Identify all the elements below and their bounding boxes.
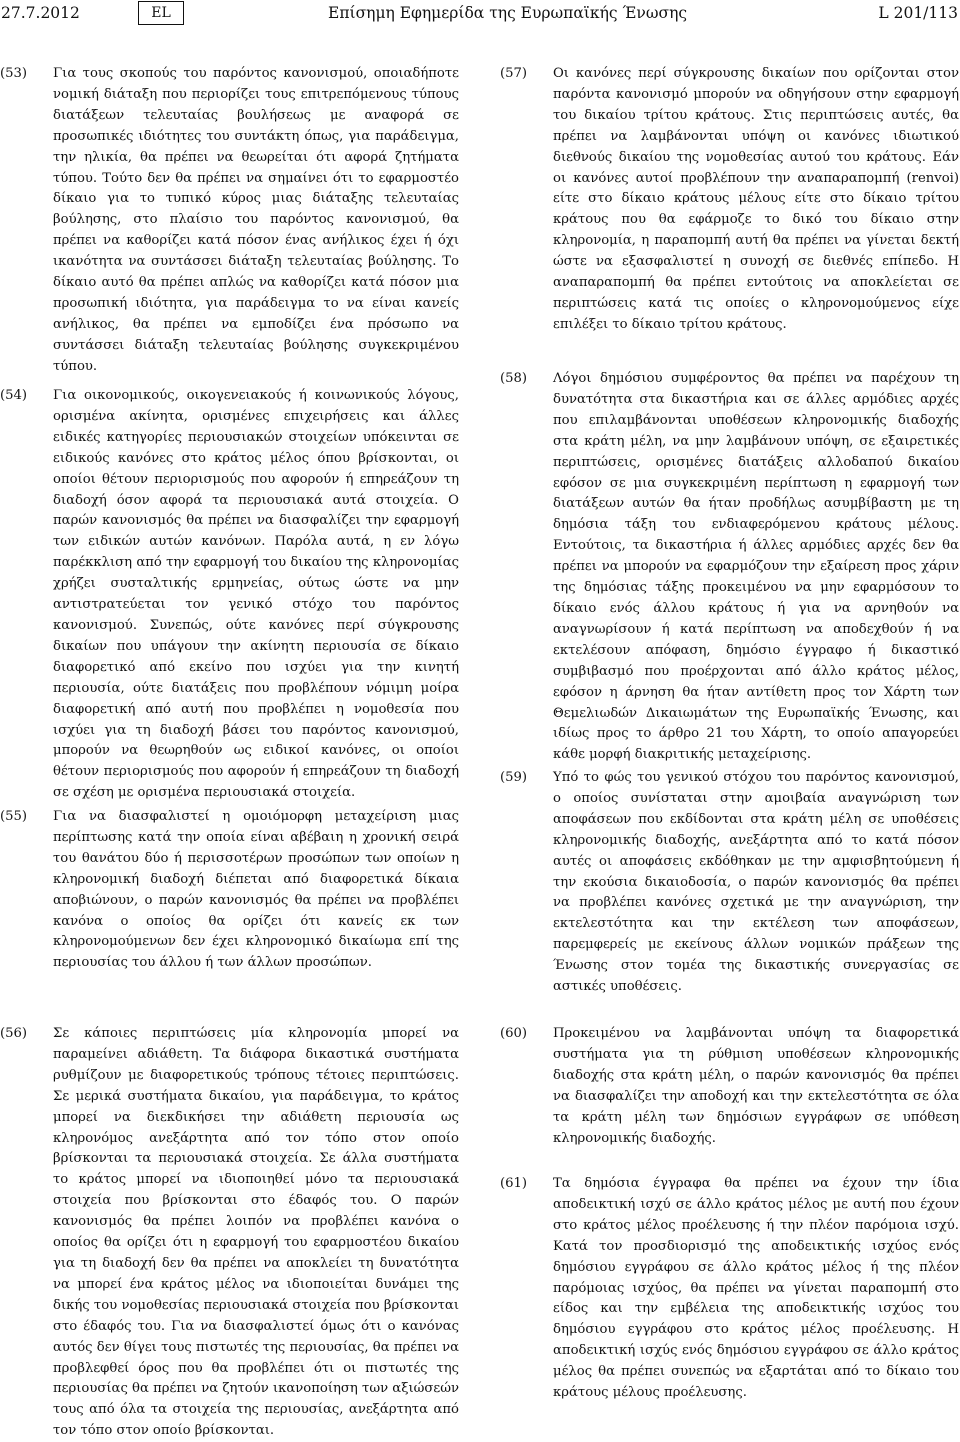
recital-text: Υπό το φώς του γενικού στόχου του παρόντος κανονισμού, ο οποίος συνίσταται στην αμοιβαία αναγνώριση των αποφάσεων που εκδίδονται στα κράτη μέλη σε υποθέσεις κληρονομικής διαδοχής, ανεξάρτητα από το κατά πόσον αυτές οι αποφάσεις εκδόθηκαν με την αμφισβητούμενη ή την εκούσια δικαιοδοσία, ο παρών κανονισμός θα πρέπει να προβλέπει κανόνες σχετικά με την αναγνώριση, την εκτελεστότητα και την εκτέλεση των αποφάσεων, παρεμφερείς με εκείνους άλλων νομικών πράξεων της Ένωσης στον τομέα της δικαστικής συνεργασίας σε αστικές υποθέσεις.	[553, 770, 959, 995]
recital-number: (57)	[500, 66, 528, 81]
recital-53	[0, 64, 460, 378]
recital-text: Για οικονομικούς, οικογενειακούς ή κοινωνικούς λόγους, ορισμένα ακίνητα, ορισμένες επιχειρήσεις και άλλες ειδικές κατηγορίες περιουσιακών στοιχείων υπόκεινται σε ειδικούς κανόνες στο κράτος μέλος όπου βρίσκονται, οι οποίοι θέτουν περιορισμούς που αφορούν ή επηρεάζουν τη διαδοχή όσον αφορά τα περιουσιακά αυτά στοιχεία. Ο παρών κανονισμός θα πρέπει να διασφαλίζει την εφαρμογή των ειδικών αυτών κανόνων. Παρόλα αυτά, η εν λόγω παρέκκλιση από την εφαρμογή του δικαίου της κληρονομίας χρήζει συσταλτικής ερμηνείας, ούτως ώστε να μην αντιστρατεύεται τον γενικό στόχο του παρόντος κανονισμού. Συνεπώς, ούτε κανόνες περί σύγκρουσης δικαίων που υπάγουν την ακίνητη περιουσία σε δίκαιο διαφορετικό από εκείνο που ισχύει για την κινητή περιουσία, ούτε διατάξεις που προβλέπουν νόμιμη μοίρα διαφορετική από αυτή που προβλέπει η νομοθεσία που ισχύει για τη διαδοχή βάσει του παρόντος κανονισμού, μπορούν να θεωρηθούν ως ειδικοί κανόνες, οι οποίοι θέτουν περιορισμούς που αφορούν ή επηρεάζουν τη διαδοχή σε σχέση με ορισμένα περιουσιακά στοιχεία.	[53, 388, 459, 801]
recital-number: (59)	[500, 770, 528, 785]
recital-number: (53)	[0, 66, 28, 81]
recital-text: Προκειμένου να λαμβάνονται υπόψη τα διαφορετικά συστήματα για τη ρύθμιση υποθέσεων κληρονομικής διαδοχής στα κράτη μέλη, ο παρών κανονισμός θα πρέπει να διασφαλίζει την αποδοχή και την εκτελεστότητα σε όλα τα κράτη μέλη των δημόσιων εγγράφων σε υπόθεση κληρονομικής διαδοχής.	[553, 1026, 959, 1146]
publication-date: 27.7.2012	[1, 4, 80, 22]
recital-54	[0, 386, 460, 804]
page-header	[0, 0, 960, 30]
recital-text: Σε κάποιες περιπτώσεις μία κληρονομία μπορεί να παραμείνει αδιάθετη. Τα διάφορα δικαστικά συστήματα ρυθμίζουν με διαφορετικούς τρόπους τέτοιες περιπτώσεις. Σε μερικά συστήματα δικαίου, για παράδειγμα, το κράτος μπορεί να διεκδικήσει την αδιάθετη περιουσία ως κληρονόμος ανεξάρτητα από τον τόπο στον οποίο βρίσκονται τα περιουσιακά στοιχεία. Σε άλλα συστήματα το κράτος μπορεί να ιδιοποιηθεί μόνο τα περιουσιακά στοιχεία που βρίσκονται στο έδαφός του. Ο παρών κανονισμός θα πρέπει λοιπόν να προβλέπει κανόνα ο οποίος θα ορίζει ότι η εφαρμογή του εφαρμοστέου δικαίου για τη διαδοχή δεν θα πρέπει να αποκλείει τη δυνατότητα να μπορεί ένα κράτος μέλος να ιδιοποιείται δυνάμει της δικής του νομοθεσίας περιουσιακά στοιχεία που βρίσκονται στο έδαφός του. Για να διασφαλιστεί όμως ότι ο κανόνας αυτός δεν θίγει τους πιστωτές της περιουσίας, θα πρέπει να προβλεφθεί όρος που θα προβλέπει ότι οι πιστωτές της περιουσίας θα πρέπει να ζητούν ικανοποίηση των αξιώσεών τους από όλα τα στοιχεία της περιουσίας, ανεξάρτητα από τον τόπο στον οποίο βρίσκονται.	[53, 1026, 459, 1439]
page-reference: L 201/113	[878, 4, 958, 22]
recital-56	[0, 1024, 460, 1442]
recital-60	[500, 1024, 960, 1149]
journal-title: Επίσημη Εφημερίδα της Ευρωπαϊκής Ένωσης	[328, 4, 688, 22]
recital-57	[500, 64, 960, 336]
recital-text: Λόγοι δημόσιου συμφέροντος θα πρέπει να παρέχουν τη δυνατότητα στα δικαστήρια και σε άλλες αρμόδιες αρχές που επιλαμβάνονται υποθέσεων κληρονομικής διαδοχής στα κράτη μέλη, να μην λαμβάνουν υπόψη, σε εξαιρετικές περιπτώσεις, ορισμένες διατάξεις αλλοδαπού δικαίου εφόσον σε μια συγκεκριμένη περίπτωση η εφαρμογή των διατάξεων αυτών θα ήταν προδήλως ασυμβίβαστη με τη δημόσια τάξη του ενδιαφερόμενου κράτους μέλους. Εντούτοις, τα δικαστήρια ή άλλες αρμόδιες αρχές δεν θα πρέπει να μπορούν να εφαρμόζουν την εξαίρεση προς χάριν της δημόσιας τάξης προκειμένου να μην εφαρμόσουν το δίκαιο ενός άλλου κράτους ή για να αρνηθούν να αναγνωρίσουν ή κατά περίπτωση να αποδεχθούν ή να εκτελέσουν απόφαση, δημόσιο έγγραφο ή δικαστικό συμβιβασμό που προέρχονται από άλλο κράτος μέλος, εφόσον η άρνηση θα ήταν αντίθετη προς τον Χάρτη των Θεμελιωδών Δικαιωμάτων της Ευρωπαϊκής Ένωσης, και ιδίως προς το άρθρο 21 του Χάρτη, το οποίο απαγορεύει κάθε μορφή διακριτικής μεταχείρισης.	[553, 371, 959, 763]
recital-text: Τα δημόσια έγγραφα θα πρέπει να έχουν την ίδια αποδεικτική ισχύ σε άλλο κράτος μέλος με αυτή που έχουν στο κράτος μέλος προέλευσης ή την πλέον παρόμοια ισχύ. Κατά τον προσδιορισμό της αποδεικτικής ισχύος ενός δημόσιου εγγράφου σε άλλο κράτος μέλος ή της πλέον παρόμοιας ισχύος, θα πρέπει να γίνεται παραπομπή στο είδος και την εμβέλεια της αποδεικτικής ισχύος του δημόσιου εγγράφου στο κράτος μέλος προέλευσης. Η αποδεικτική ισχύς ενός δημόσιου εγγράφου σε άλλο κράτος μέλος θα πρέπει συνεπώς να εξαρτάται από το δίκαιο του κράτους μέλους προέλευσης.	[553, 1176, 959, 1401]
recital-text: Οι κανόνες περί σύγκρουσης δικαίων που ορίζονται στον παρόντα κανονισμό μπορούν να οδηγήσουν στην εφαρμογή του δικαίου τρίτου κράτους. Στις περιπτώσεις αυτές, θα πρέπει να λαμβάνονται υπόψη οι κανόνες ιδιωτικού διεθνούς δικαίου της νομοθεσίας αυτού του κράτους. Εάν οι κανόνες αυτοί προβλέπουν την αναπαραπομπή (renvoi) είτε στο δίκαιο κράτους μέλους είτε στο δίκαιο τρίτου κράτους που θα εφάρμοζε το δικό του δίκαιο στην κληρονομία, η παραπομπή αυτή θα πρέπει να γίνεται δεκτή ώστε να εξασφαλιστεί η συνοχή σε διεθνές επίπεδο. Η αναπαραπομπή θα πρέπει εντούτοις να αποκλείεται σε περιπτώσεις κατά τις οποίες ο κληρονομούμενος είχε επιλέξει το δίκαιο τρίτου κράτους.	[553, 66, 959, 332]
recital-number: (58)	[500, 371, 528, 386]
recital-55	[0, 807, 460, 974]
recital-text: Για τους σκοπούς του παρόντος κανονισμού, οποιαδήποτε νομική διάταξη που περιορίζει τους επιτρεπόμενους τύπους διατάξεων τελευταίας βουλήσεως με αναφορά σε προσωπικές ιδιότητες του συντάκτη όπως, για παράδειγμα, την ηλικία, θα πρέπει να θεωρείται ότι αφορά ζητήματα τύπου. Τούτο δεν θα πρέπει να σημαίνει ότι το εφαρμοστέο δίκαιο για το τυπικό κύρος μιας διάταξης τελευταίας βούλησης, στο πλαίσιο του παρόντος κανονισμού, θα πρέπει να καθορίζει κατά πόσον ένας ανήλικος έχει ή όχι ικανότητα να συντάσσει διάταξη τελευταίας βούλησης. Το δίκαιο αυτό θα πρέπει απλώς να καθορίζει κατά πόσον μια προσωπική ιδιότητα, για παράδειγμα το να είναι κανείς ανήλικος, θα πρέπει να εμποδίζει ένα πρόσωπο να συντάσσει διάταξη τελευταίας βούλησης συγκεκριμένου τύπου.	[53, 66, 459, 374]
recital-61	[500, 1174, 960, 1404]
language-code-box: EL	[138, 1, 184, 25]
recital-number: (55)	[0, 809, 28, 824]
recital-number: (60)	[500, 1026, 528, 1041]
recital-number: (54)	[0, 388, 28, 403]
recital-text: Για να διασφαλιστεί η ομοιόμορφη μεταχείριση μιας περίπτωσης κατά την οποία είναι αβέβαιη η χρονική σειρά του θανάτου δύο ή περισσοτέρων προσώπων των οποίων η κληρονομική διαδοχή διέπεται από διαφορετικά δίκαια αποβιώνουν, ο παρών κανονισμός θα πρέπει να προβλέπει κανόνα ο οποίος θα ορίζει ότι κανείς εκ των κληρονομούμενων δεν έχει κληρονομικό δικαίωμα επί της περιουσίας του άλλου ή των άλλων προσώπων.	[53, 809, 459, 971]
recital-number: (61)	[500, 1176, 528, 1191]
recital-number: (56)	[0, 1026, 28, 1041]
recital-58	[500, 369, 960, 766]
recital-59	[500, 768, 960, 998]
